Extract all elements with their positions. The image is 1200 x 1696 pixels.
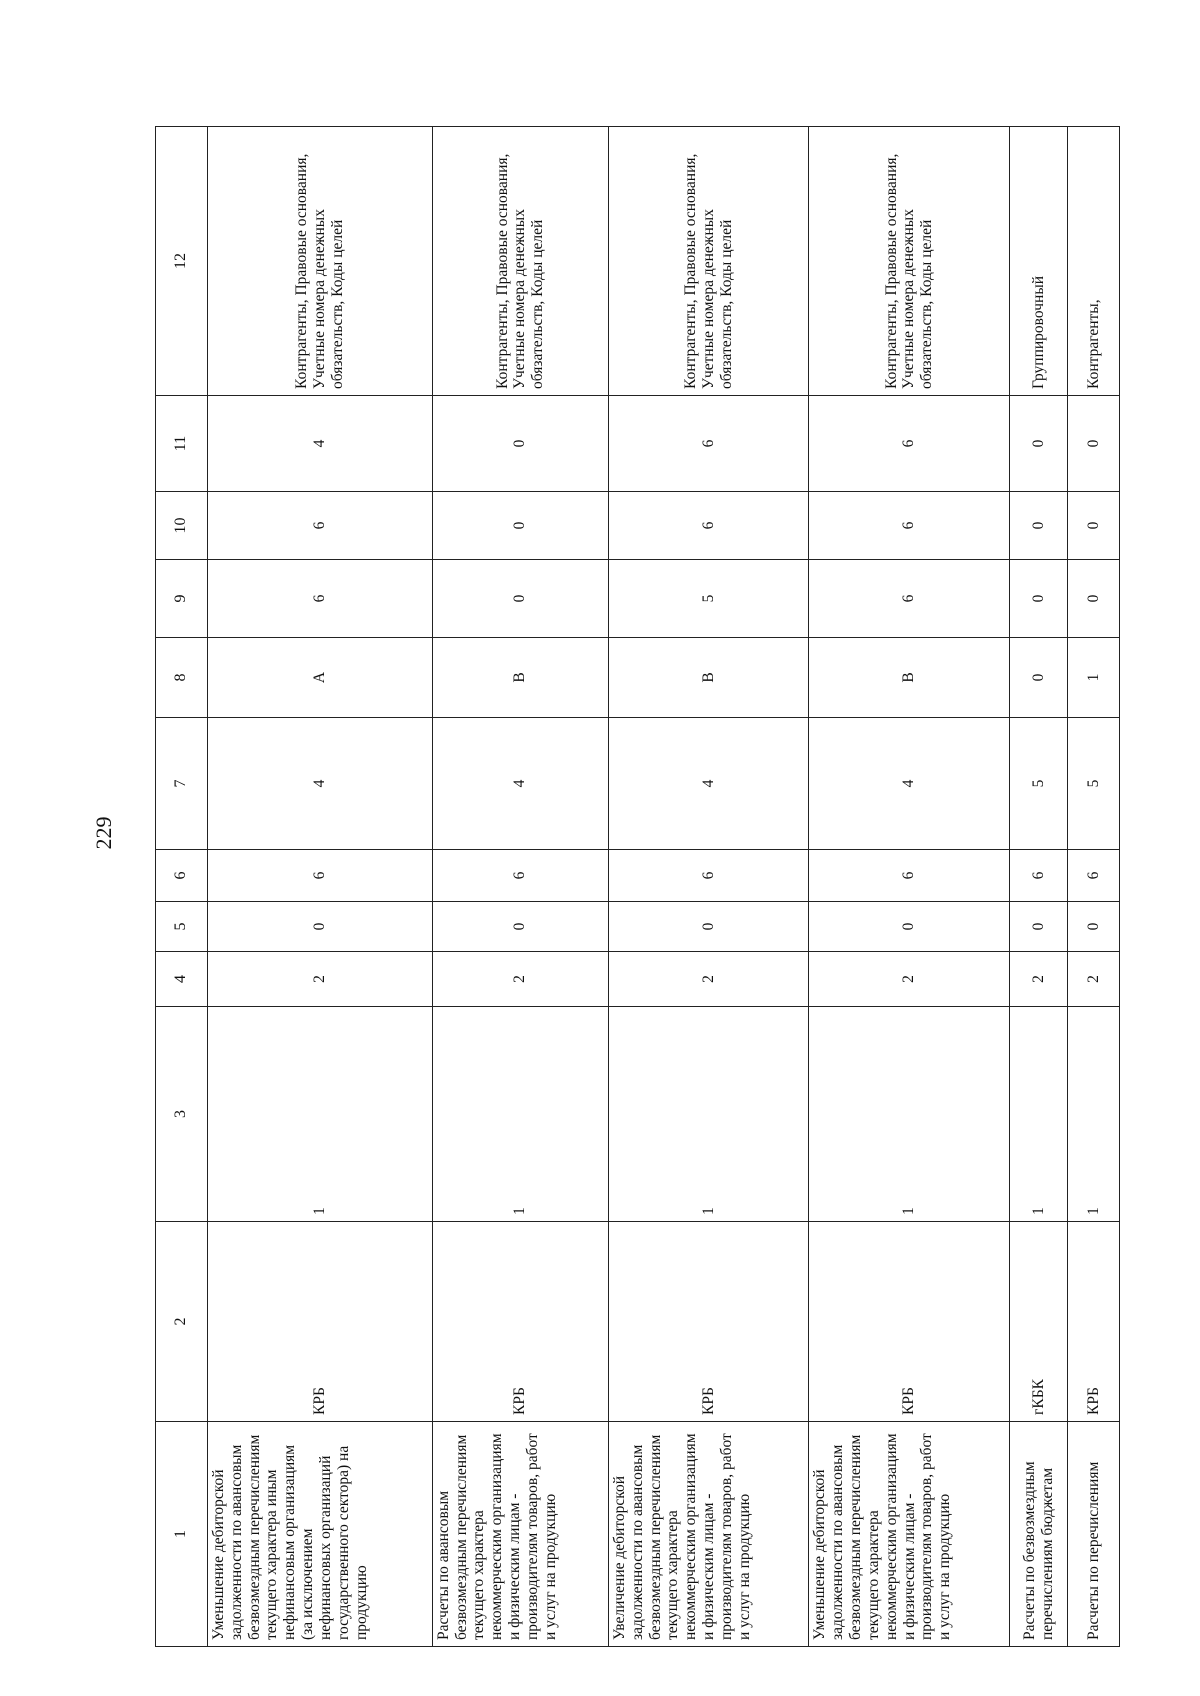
row-col3: 1 — [1010, 1007, 1068, 1222]
row-col9: 0 — [1068, 560, 1120, 638]
row-col9: 0 — [432, 560, 608, 638]
row-code-type: КРБ — [608, 1222, 809, 1422]
table-row — [1068, 127, 1120, 1647]
row-analytics: Контрагенты, Правовые основания, Учетные номера денежных обязательств, Коды целей — [208, 127, 433, 396]
row-col5: 0 — [1068, 902, 1120, 952]
row-name: Расчеты по перечислениям — [1068, 1422, 1120, 1647]
row-col4: 2 — [1010, 952, 1068, 1007]
row-code-type: КРБ — [1068, 1222, 1120, 1422]
row-col3: 1 — [809, 1007, 1010, 1222]
row-col5: 0 — [608, 902, 809, 952]
row-code-type: КРБ — [432, 1222, 608, 1422]
row-col4: 2 — [432, 952, 608, 1007]
row-name: Уменьшение дебиторской задолженности по авансовым безвозмездным перечислениям текущего характера иным нефинансовым организациям (за исключением нефинансовых организаций государственного сектора) на продукцию — [208, 1422, 433, 1647]
row-col11: 0 — [1010, 396, 1068, 492]
row-col8: В — [809, 638, 1010, 718]
table-row — [1010, 127, 1068, 1647]
header-col-11: 11 — [156, 396, 208, 492]
header-col-2: 2 — [156, 1222, 208, 1422]
row-col6: 6 — [1068, 850, 1120, 902]
row-col3: 1 — [208, 1007, 433, 1222]
row-col7: 4 — [432, 718, 608, 850]
row-col4: 2 — [608, 952, 809, 1007]
row-col10: 6 — [608, 492, 809, 560]
row-col11: 0 — [1068, 396, 1120, 492]
row-col7: 5 — [1068, 718, 1120, 850]
header-col-12: 12 — [156, 127, 208, 396]
row-col6: 6 — [208, 850, 433, 902]
accounts-table — [155, 126, 1120, 1647]
row-col11: 4 — [208, 396, 433, 492]
row-analytics: Контрагенты, Правовые основания, Учетные номера денежных обязательств, Коды целей — [432, 127, 608, 396]
row-code-type: гКБК — [1010, 1222, 1068, 1422]
row-col6: 6 — [1010, 850, 1068, 902]
row-col4: 2 — [208, 952, 433, 1007]
table-row — [608, 127, 809, 1647]
row-code-type: КРБ — [208, 1222, 433, 1422]
row-name: Расчеты по безвозмездным перечислениям бюджетам — [1010, 1422, 1068, 1647]
header-col-6: 6 — [156, 850, 208, 902]
row-col8: В — [432, 638, 608, 718]
row-analytics: Группировочный — [1010, 127, 1068, 396]
row-col5: 0 — [1010, 902, 1068, 952]
row-col5: 0 — [208, 902, 433, 952]
row-analytics: Контрагенты, Правовые основания, Учетные номера денежных обязательств, Коды целей — [608, 127, 809, 396]
row-col9: 6 — [809, 560, 1010, 638]
row-col5: 0 — [432, 902, 608, 952]
row-col10: 0 — [1010, 492, 1068, 560]
row-code-type: КРБ — [809, 1222, 1010, 1422]
row-col7: 4 — [809, 718, 1010, 850]
row-col6: 6 — [432, 850, 608, 902]
row-col8: В — [608, 638, 809, 718]
page-number: 229 — [91, 816, 116, 850]
row-col11: 6 — [809, 396, 1010, 492]
header-col-5: 5 — [156, 902, 208, 952]
row-col7: 5 — [1010, 718, 1068, 850]
header-col-10: 10 — [156, 492, 208, 560]
row-col8: А — [208, 638, 433, 718]
row-name: Увеличение дебиторской задолженности по авансовым безвозмездным перечислениям текущего характера некоммерческим организациям и физическим лицам - производителям товаров, работ и услуг на продукцию — [608, 1422, 809, 1647]
row-col4: 2 — [809, 952, 1010, 1007]
table-rotated-container — [155, 127, 1120, 1647]
header-col-9: 9 — [156, 560, 208, 638]
header-col-4: 4 — [156, 952, 208, 1007]
row-col10: 6 — [809, 492, 1010, 560]
row-col3: 1 — [432, 1007, 608, 1222]
row-col10: 6 — [208, 492, 433, 560]
row-name: Уменьшение дебиторской задолженности по авансовым безвозмездным перечислениям текущего характера некоммерческим организациям и физическим лицам - производителям товаров, работ и услуг на продукцию — [809, 1422, 1010, 1647]
row-col7: 4 — [208, 718, 433, 850]
row-col5: 0 — [809, 902, 1010, 952]
row-analytics: Контрагенты, Правовые основания, Учетные номера денежных обязательств, Коды целей — [809, 127, 1010, 396]
header-col-8: 8 — [156, 638, 208, 718]
header-col-7: 7 — [156, 718, 208, 850]
row-col8: 1 — [1068, 638, 1120, 718]
row-col8: 0 — [1010, 638, 1068, 718]
header-col-3: 3 — [156, 1007, 208, 1222]
table-row — [208, 127, 433, 1647]
row-name: Расчеты по авансовым безвозмездным перечислениям текущего характера некоммерческим организациям и физическим лицам - производителям товаров, работ и услуг на продукцию — [432, 1422, 608, 1647]
header-col-1: 1 — [156, 1422, 208, 1647]
row-col3: 1 — [1068, 1007, 1120, 1222]
row-col9: 5 — [608, 560, 809, 638]
row-col6: 6 — [608, 850, 809, 902]
header-row — [156, 127, 208, 1647]
row-analytics: Контрагенты, — [1068, 127, 1120, 396]
table-row — [432, 127, 608, 1647]
table-row — [809, 127, 1010, 1647]
row-col11: 6 — [608, 396, 809, 492]
row-col10: 0 — [1068, 492, 1120, 560]
row-col6: 6 — [809, 850, 1010, 902]
row-col9: 0 — [1010, 560, 1068, 638]
row-col9: 6 — [208, 560, 433, 638]
row-col3: 1 — [608, 1007, 809, 1222]
row-col4: 2 — [1068, 952, 1120, 1007]
row-col11: 0 — [432, 396, 608, 492]
row-col10: 0 — [432, 492, 608, 560]
row-col7: 4 — [608, 718, 809, 850]
